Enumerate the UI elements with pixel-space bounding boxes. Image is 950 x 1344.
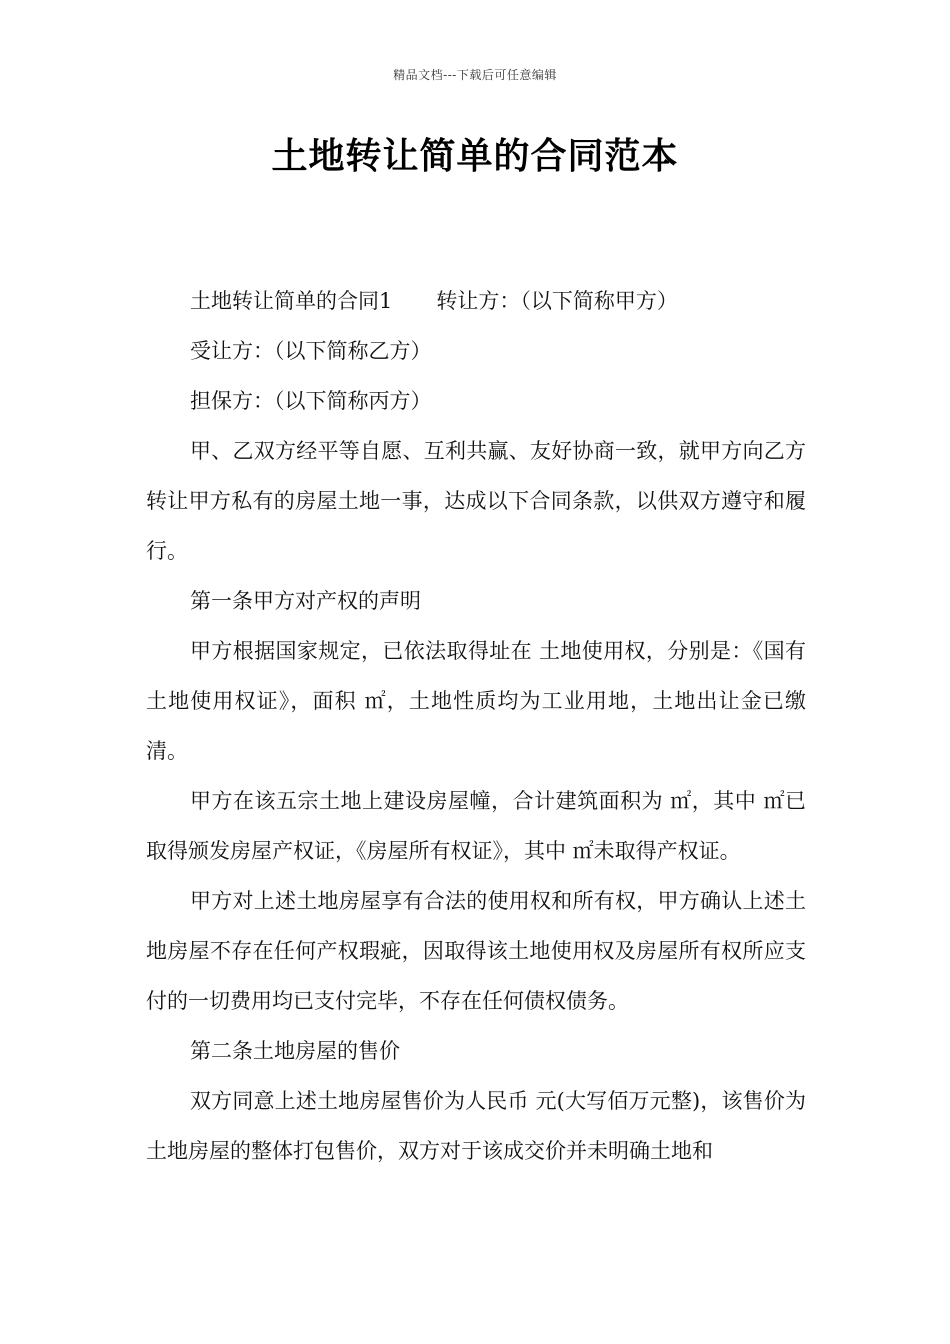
document-body	[146, 276, 806, 1176]
section-heading-article-2: 第二条土地房屋的售价	[190, 1039, 400, 1063]
paragraph-preamble: 甲、乙双方经平等自愿、互利共赢、友好协商一致，就甲方向乙方转让甲方私有的房屋土地一事，达成以下合同条款，以供双方遵守和履行。	[146, 439, 806, 563]
paragraph-parties-transferor	[146, 276, 806, 326]
paragraph-guarantor: 担保方：（以下简称丙方）	[190, 389, 432, 413]
paragraph-price: 双方同意上述土地房屋售价为人民币 元(大写佰万元整)，该售价为土地房屋的整体打包售价，双方对于该成交价并未明确土地和	[146, 1089, 806, 1163]
paragraph-transferee: 受让方：（以下简称乙方）	[190, 339, 432, 363]
document-title: 土地转让简单的合同范本	[271, 136, 679, 177]
paragraph-buildings: 甲方在该五宗土地上建设房屋幢，合计建筑面积为 ㎡，其中 ㎡已取得颁发房屋产权证，《房屋所有权证》，其中 ㎡未取得产权证。	[146, 789, 806, 863]
transferor-line: 转让方：（以下简称甲方）	[436, 289, 678, 313]
header-note: 精品文档---下载后可任意编辑	[393, 68, 557, 82]
paragraph-land-rights: 甲方根据国家规定，已依法取得址在 土地使用权，分别是：《国有土地使用权证》，面积 ㎡，土地性质均为工业用地，土地出让金已缴清。	[146, 639, 806, 763]
paragraph-ownership-warranty: 甲方对上述土地房屋享有合法的使用权和所有权，甲方确认上述土地房屋不存在任何产权瑕疵，因取得该土地使用权及房屋所有权所应支付的一切费用均已支付完毕，不存在任何债权债务。	[146, 889, 806, 1013]
contract-label: 土地转让简单的合同1	[190, 289, 393, 313]
section-heading-article-1: 第一条甲方对产权的声明	[190, 589, 421, 613]
